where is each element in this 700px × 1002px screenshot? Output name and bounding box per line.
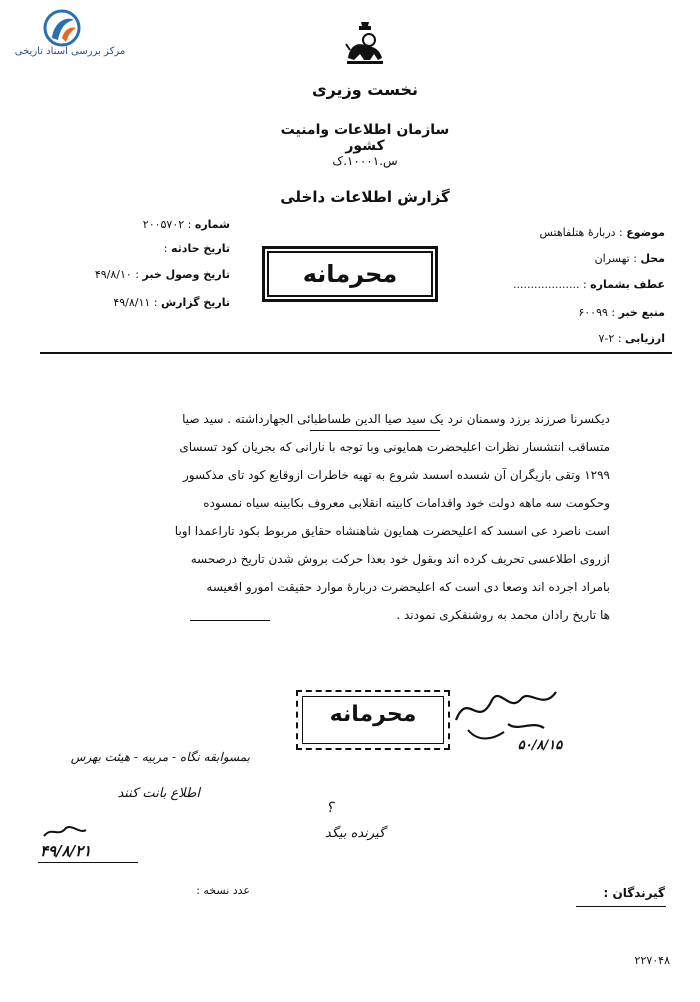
right-field-location: محل : تهسران <box>594 252 665 265</box>
center-note: گیرنده بیگد <box>324 826 386 841</box>
center-note-mark: ؟ <box>326 800 334 816</box>
document-code: ۲۲۷۰۴۸ <box>634 954 670 967</box>
ministry-title: نخست وزیری <box>311 80 419 99</box>
confidential-stamp <box>262 246 438 302</box>
report-title: گزارش اطلاعات داخلی <box>280 188 450 206</box>
body-line-7: بامراد اجرده اند وصعا دی است که اعلیحضرت دربارۀ موارد حقیقت امورو اقعیسه <box>206 580 610 594</box>
signature-date: ۵۰/۸/۱۵ <box>517 738 563 753</box>
body-line-1: دیکسرنا صرزند برزد وسمنان نرد یک سید صیا الدین طساطبائی الجهارداشته . سید صیا <box>182 412 610 426</box>
lower-stamp-text: محرمانه <box>329 702 417 727</box>
archive-logo <box>40 8 84 48</box>
recipients-line <box>576 906 666 907</box>
body-line-3: ۱۲۹۹ وتقی بازیگران آن شسده اسسد شروع به تهیه خاطرات ازوقایع کود تای مذکسور <box>182 468 610 482</box>
left-field-incident-date: تاریخ حادثه : <box>163 242 230 255</box>
distribution-label: عدد نسخه : <box>196 884 250 897</box>
lower-stamp <box>296 690 450 750</box>
right-field-reference: عطف بشماره : ................... <box>513 278 665 291</box>
archive-caption: مرکز بررسی اسناد تاریخی <box>14 46 126 57</box>
recipients-label: گیرندگان : <box>603 886 665 900</box>
body-line-6: ازروی اطلاعسی تحریف کرده اند وبقول خود بعدا حرکت بروش شدن تاریخ درصحسه <box>190 552 610 566</box>
left-field-received-date: تاریخ وصول خبر : ۴۹/۸/۱۰ <box>94 268 230 281</box>
left-note-date: ۴۹/۸/۲۱ <box>40 842 92 860</box>
right-field-evaluation: ارزیابی : ۲-۷ <box>598 332 665 345</box>
form-code: س.۱۰۰۰۱.ک <box>332 154 398 168</box>
left-note-line2: اطلاع بانت کنند <box>117 786 200 801</box>
right-field-source: منبع خبر : ۶۰۰۹۹ <box>578 306 665 319</box>
right-field-subject: موضوع : دربارۀ هتلفاهتس <box>539 226 665 239</box>
body-line-8: ها تاریخ رادان محمد به روشنفکری نمودند . <box>396 608 610 622</box>
left-note-date-underline <box>38 862 138 863</box>
confidential-stamp-text: محرمانه <box>302 260 398 288</box>
header-divider <box>40 352 672 354</box>
archive-emblem-icon <box>40 8 84 48</box>
body-line-5: است ناصرد عی اسسد که اعلیحضرت همایون شاهنشاه حقایق مربوط بکود تاراعمدا اوبا <box>174 524 610 538</box>
lion-and-sun-emblem <box>344 20 386 66</box>
body-line-4: وحکومت سه ماهه دولت خود واقدامات کابینه انقلابی معروف بکابینه سیاه نمسوده <box>203 496 610 510</box>
lion-and-sun-icon <box>344 20 386 66</box>
left-note-line1: بمسوابقه نگاه - مربیه - هیئت بهرس <box>70 750 250 764</box>
left-note-initial <box>40 822 90 842</box>
body-line-2: متساقب انتشسار نظرات اعلیحضرت همایونی وبا توجه با نارانی که بجریان کود تسسای <box>179 440 610 454</box>
left-field-report-date: تاریخ گزارش : ۴۹/۸/۱۱ <box>113 296 230 309</box>
underline-mark <box>310 430 440 431</box>
organization-title: سازمان اطلاعات وامنیت کشور <box>280 122 450 154</box>
closing-line <box>190 620 270 621</box>
left-field-number: شماره : ۲۰۰۵۷۰۲ <box>142 218 230 231</box>
